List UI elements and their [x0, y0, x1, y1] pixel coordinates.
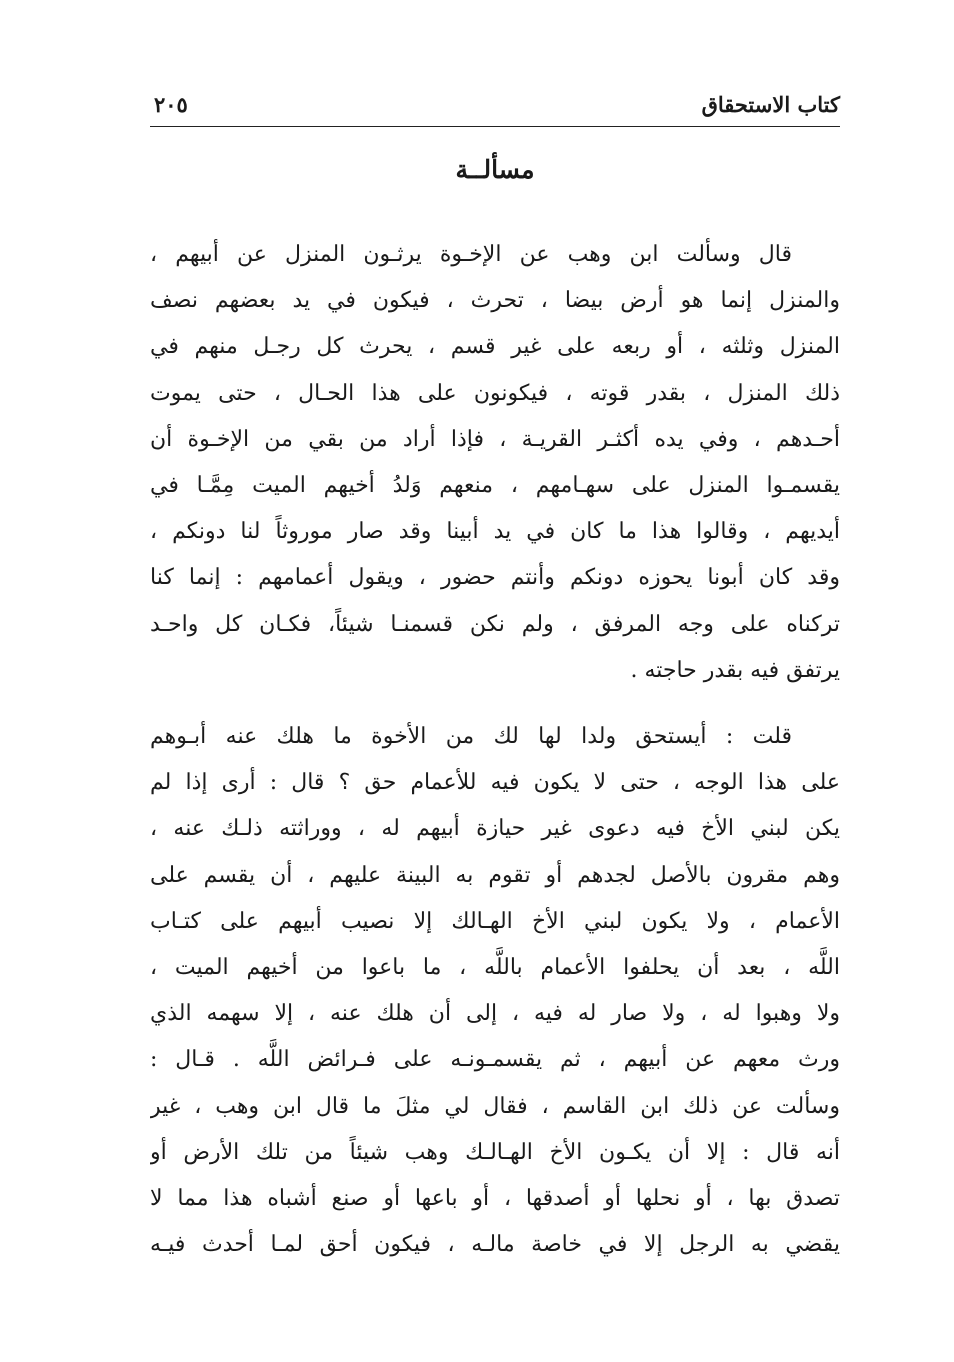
- page-header: [150, 88, 840, 122]
- text-line: تصدق بها ، أو نحلها أو أصدقها ، أو باعها أو صنع أشباه هذا مما لا: [150, 1185, 840, 1211]
- text-line: ولا وهبوا له ، ولا صار له فيه ، إلى أن هلك عنه ، إلا سهمه الذي: [150, 1001, 840, 1027]
- text-line: يقضي به الرجل إلا في خاصة مالـه ، فيكون أحق لمـا أحدث فيـه: [150, 1232, 840, 1258]
- text-line: تركناه على وجه المرفق ، ولم نكن قسمنـا شيئاً، فكـان كل واحـد: [150, 611, 840, 637]
- text-line: أيديهم ، وقالوا هذا ما كان في يد أبينا وقد صار موروثاً لنا دونكم ،: [150, 519, 840, 545]
- page-number: ٢٠٥: [154, 92, 188, 117]
- text-line: ذلك المنزل ، بقدر قوته ، فيكونون على هذا الحـال ، حتى يموت: [150, 380, 840, 406]
- text-line: أحـدهم ، وفي يده أكثـر القريـة ، فإذا أراد من بقي من الإخـوة أن: [150, 426, 840, 452]
- section-title: مسألــة: [455, 155, 535, 184]
- text-line: وسألت عن ذلك ابن القاسم ، فقال لي مثلَ ما قال ابن وهب ، غير: [150, 1093, 840, 1119]
- text-line: ورث معهم عن أبيهم ، ثم يقسمـونـه على فـرائض اللَّه . قـال :: [150, 1047, 840, 1073]
- text-line: يكن لبني الأخ فيه دعوى غير حيازة أبيهم له ، ووراثته ذلـك عنه ،: [150, 816, 840, 842]
- text-line: يقسمـوا المنزل على سهـامهم ، منعهم وَلدُ أخيهم الميت مِمَّـا في: [150, 472, 840, 498]
- text-line: والمنزل إنما هو أرض بيضا ، تحرث ، فيكون في يد بعضهم نصف: [150, 288, 840, 314]
- text-line: أنه قال : إلا أن يكـون الأخ الهـالـك وهب شيئاً من تلك الأرض أو: [150, 1139, 840, 1165]
- text-line: قلت : أيستحق ولدا لها لك من الأخوة ما هلك عنه أبـوهم: [150, 724, 792, 749]
- text-line: المنزل وثلثه ، أو ربعه على غير قسم ، يحرث كل رجـل منهم في: [150, 334, 840, 360]
- paragraph-1: [150, 232, 840, 694]
- text-line: يرتفق فيه بقدر حاجته .: [630, 657, 840, 683]
- text-line: قال وسألت ابن وهب عن الإخـوة يرثـون المنزل عن أبيهم ،: [150, 242, 792, 267]
- text-line: وهم مقرون بالأصل لجدهم أو تقوم به البينة عليهم ، أن يقسم على: [150, 862, 840, 888]
- header-rule: [150, 126, 840, 127]
- paragraph-2: [150, 714, 840, 1268]
- text-line: على هذا الوجه ، حتى لا يكون فيه للأعمام حق ؟ قال : أرى إذا لم: [150, 770, 840, 796]
- running-title: كتاب الاستحقاق: [701, 92, 840, 117]
- text-line: اللَّه ، بعد أن يحلفوا الأعمام باللَّه ، ما باعوا من أخيهم الميت ،: [150, 954, 840, 980]
- text-line: وقد كان أبونا يحوزه دونكم وأنتم حضور ، ويقول أعمامهم : إنما كنا: [150, 565, 840, 591]
- text-line: الأعمام ، ولا يكون لبني الأخ الهـالك إلا نصيب أبيهم على كتـاب: [150, 908, 840, 934]
